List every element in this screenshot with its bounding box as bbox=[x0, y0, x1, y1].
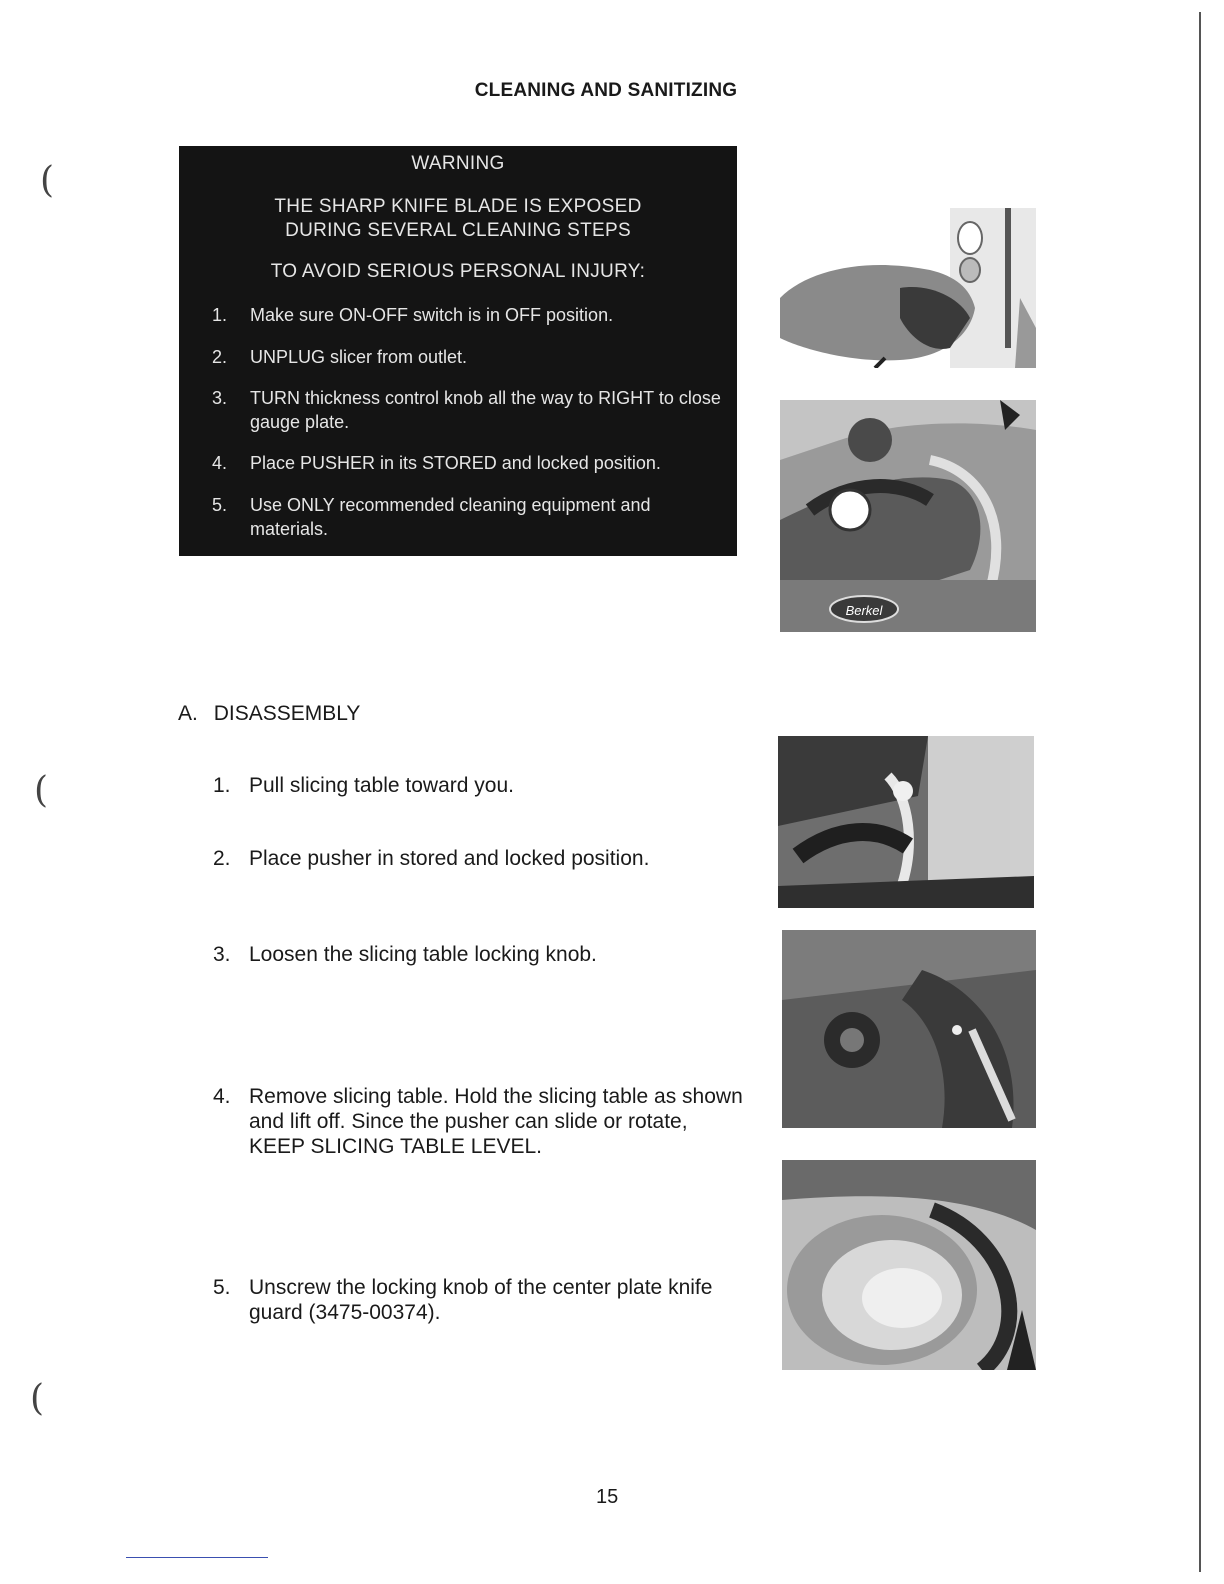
disassembly-heading bbox=[178, 702, 360, 726]
step-number: 5. bbox=[213, 1276, 231, 1299]
warning-item-text: Use ONLY recommended cleaning equipment and materials. bbox=[250, 495, 651, 539]
step-number: 4. bbox=[213, 1085, 231, 1108]
warning-item-text: Make sure ON-OFF switch is in OFF position. bbox=[250, 305, 614, 325]
unplug-photo bbox=[780, 208, 1036, 368]
berkel-logo-text: Berkel bbox=[845, 603, 883, 618]
section-title: DISASSEMBLY bbox=[213, 702, 361, 725]
binder-hole-mark: ( bbox=[40, 160, 55, 201]
warning-box bbox=[179, 146, 737, 556]
knife-guard-photo bbox=[782, 1160, 1036, 1370]
warning-item-text: Place PUSHER in its STORED and locked position. bbox=[250, 453, 661, 473]
step-text: Remove slicing table. Hold the slicing table as shown and lift off. Since the pusher can slide or rotate, KEEP SLICING TABLE LEVEL. bbox=[249, 1085, 743, 1158]
warning-item-number: 1. bbox=[212, 305, 228, 325]
binder-hole-mark: ( bbox=[34, 770, 49, 811]
warning-hazard-line1: THE SHARP KNIFE BLADE IS EXPOSED bbox=[274, 196, 642, 217]
step-number: 1. bbox=[213, 774, 231, 797]
page-number: 15 bbox=[596, 1486, 619, 1508]
step-number: 2. bbox=[213, 847, 231, 870]
slicing-table-photo bbox=[778, 736, 1034, 908]
warning-item-number: 3. bbox=[212, 388, 228, 408]
warning-item-number: 5. bbox=[212, 495, 228, 515]
step-text: Unscrew the locking knob of the center plate knife guard (3475-00374). bbox=[249, 1276, 713, 1324]
thickness-knob-photo bbox=[780, 400, 1036, 632]
bottom-rule bbox=[126, 1557, 268, 1558]
warning-hazard bbox=[179, 195, 737, 243]
page-title: CLEANING AND SANITIZING bbox=[474, 80, 738, 101]
step-text: Place pusher in stored and locked position. bbox=[249, 847, 650, 870]
warning-hazard-line2: DURING SEVERAL CLEANING STEPS bbox=[285, 220, 631, 241]
warning-item-number: 4. bbox=[212, 453, 228, 473]
warning-avoid-line: TO AVOID SERIOUS PERSONAL INJURY: bbox=[270, 261, 646, 282]
scan-edge-line bbox=[1199, 12, 1201, 1572]
warning-title: WARNING bbox=[411, 153, 505, 174]
step-number: 3. bbox=[213, 943, 231, 966]
step-text: Pull slicing table toward you. bbox=[249, 774, 514, 797]
binder-hole-mark: ( bbox=[30, 1378, 45, 1419]
warning-item-text: UNPLUG slicer from outlet. bbox=[250, 347, 468, 367]
warning-item-number: 2. bbox=[212, 347, 228, 367]
section-label: A. bbox=[178, 702, 198, 725]
step-text: Loosen the slicing table locking knob. bbox=[249, 943, 597, 966]
locking-knob-photo bbox=[782, 930, 1036, 1128]
warning-item-text: TURN thickness control knob all the way to RIGHT to close gauge plate. bbox=[250, 388, 721, 432]
